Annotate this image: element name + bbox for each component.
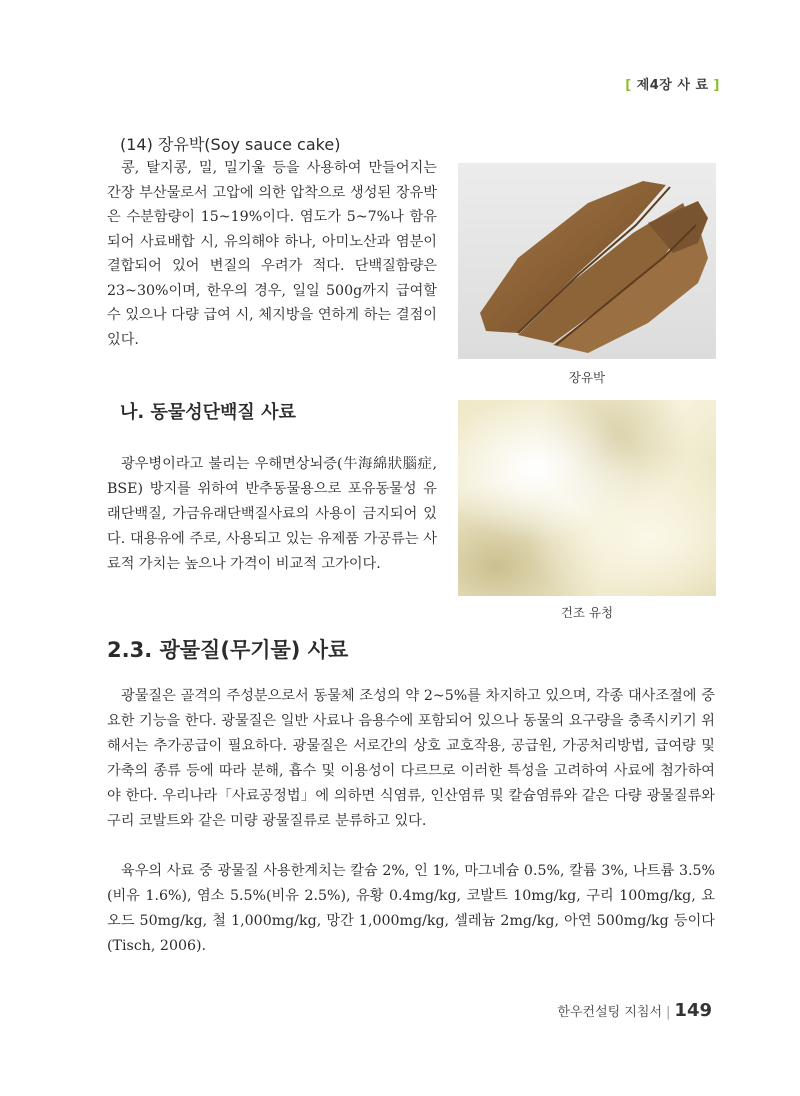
soy-sauce-cake-illustration <box>458 163 716 359</box>
header-bracket-right: ] <box>708 78 720 93</box>
footer-divider: | <box>666 1005 671 1020</box>
animal-protein-title: 나. 동물성단백질 사료 <box>120 402 296 423</box>
header-bracket-left: [ <box>625 78 637 93</box>
chapter-label: 제4장 사 료 <box>636 78 709 93</box>
page-footer <box>557 1000 712 1021</box>
minerals-paragraph-2: 육우의 사료 중 광물질 사용한계치는 칼슘 2%, 인 1%, 마그네슘 0.5%, 칼륨 3%, 나트륨 3.5%(비유 1.6%), 염소 5.5%(비유 2.5%), 유황 0.4mg/kg, 코발트 10mg/kg, 구리 100mg/kg, 요오드 50mg/kg, 철 1,000mg/kg, 망간 1,000mg/kg, 셀레늄 2mg/kg, 아연 500mg/kg 등이다(Tisch, 2006). <box>107 863 715 954</box>
soy-sauce-cake-paragraph: 콩, 탈지콩, 밀, 밀기울 등을 사용하여 만들어지는 간장 부산물로서 고압에 의한 압착으로 생성된 장유박은 수분함량이 15~19%이다. 염도가 5~7%나 함유되어 사료배합 시, 유의해야 하나, 아미노산과 염분이 결합되어 있어 변질의 우려가 적다. 단백질함량은 23~30%이며, 한우의 경우, 일일 500g까지 급여할 수 있으나 다량 급여 시, 체지방을 연하게 하는 결점이 있다. <box>107 160 437 348</box>
dried-whey-caption: 건조 유청 <box>560 605 614 620</box>
page-number: 149 <box>674 1000 712 1021</box>
book-title: 한우컨설팅 지침서 <box>557 1005 663 1020</box>
minerals-section-title: 2.3. 광물질(무기물) 사료 <box>107 638 349 662</box>
minerals-paragraph-1: 광물질은 골격의 주성분으로서 동물체 조성의 약 2~5%를 차지하고 있으며, 각종 대사조절에 중요한 기능을 한다. 광물질은 일반 사료나 음용수에 포함되어 있으나 동물의 요구량을 충족시키기 위해서는 추가공급이 필요하다. 광물질은 서로간의 상호 교호작용, 공급원, 가공처리방법, 급여량 및 가축의 종류 등에 따라 분해, 흡수 및 이용성이 다르므로 이러한 특성을 고려하여 사료에 첨가하여야 한다. 우리나라「사료공정법」에 의하면 식염류, 인산염류 및 칼슘염류와 같은 다량 광물질류와 구리 코발트와 같은 미량 광물질류로 분류하고 있다. <box>107 688 715 829</box>
soy-sauce-cake-caption: 장유박 <box>568 370 606 385</box>
dried-whey-photo <box>458 400 716 596</box>
soy-sauce-cake-heading: (14) 장유박(Soy sauce cake) <box>120 135 341 154</box>
animal-protein-paragraph: 광우병이라고 불리는 우해면상뇌증(牛海綿狀腦症, BSE) 방지를 위하여 반추동물용으로 포유동물성 유래단백질, 가금유래단백질사료의 사용이 금지되어 있다. 대용유에 주로, 사용되고 있는 유제품 가공류는 사료적 가치는 높으나 가격이 비교적 고가이다. <box>107 456 437 572</box>
chapter-header <box>625 74 720 93</box>
soy-sauce-cake-photo <box>458 163 716 359</box>
